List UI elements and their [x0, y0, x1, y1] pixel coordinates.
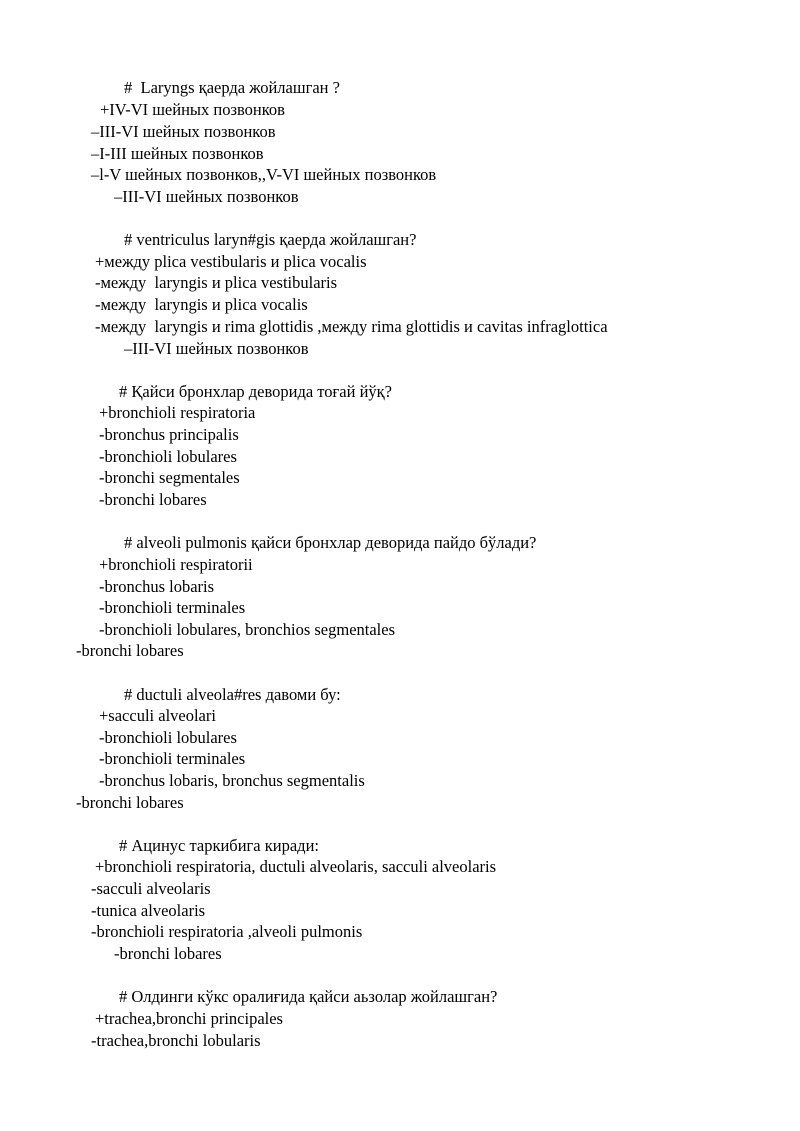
answer-option: –l-V шейных позвонков,,V-VI шейных позвонков — [91, 165, 437, 184]
question-text: # alveoli pulmonis қайси бронхлар деворида пайдо бўлади? — [124, 533, 537, 552]
answer-option: -bronchus lobaris — [99, 577, 215, 596]
answer-option: +sacculi alveolari — [99, 706, 216, 725]
answer-option: -bronchioli lobulares — [99, 447, 237, 466]
answer-option: +bronchioli respiratoria, ductuli alveolaris, sacculi alveolaris — [95, 857, 497, 876]
answer-option: -bronchi lobares — [76, 793, 184, 812]
answer-option: -bronchioli terminales — [99, 598, 246, 617]
answer-option: -bronchi lobares — [114, 944, 222, 963]
question-text: # ductuli alveola#res давоми бу: — [124, 685, 341, 704]
answer-option: +bronchioli respiratoria — [99, 403, 256, 422]
answer-option: -между laryngis и plica vocalis — [95, 295, 308, 314]
answer-option: -bronchioli respiratoria ,alveoli pulmonis — [91, 922, 363, 941]
answer-option: –III-VI шейных позвонков — [124, 339, 309, 358]
question-text: # Қайси бронхлар деворида тоғай йўқ? — [119, 382, 392, 401]
answer-option: –I-III шейных позвонков — [91, 144, 264, 163]
answer-option: +IV-VI шейных позвонков — [100, 100, 285, 119]
answer-option: -между laryngis и plica vestibularis — [95, 273, 338, 292]
answer-option: -tunica alveolaris — [91, 901, 206, 920]
answer-option: -trachea,bronchi lobularis — [91, 1031, 261, 1050]
answer-option: -bronchioli lobulares — [99, 728, 237, 747]
answer-option: +trachea,bronchi principales — [95, 1009, 283, 1028]
answer-option: -bronchi lobares — [76, 641, 184, 660]
answer-option: –III-VI шейных позвонков — [114, 187, 299, 206]
answer-option: -между laryngis и rima glottidis ,между rima glottidis и cavitas infraglottica — [95, 317, 608, 336]
answer-option: -bronchus lobaris, bronchus segmentalis — [99, 771, 365, 790]
answer-option: -bronchus principalis — [99, 425, 239, 444]
answer-option: -sacculi alveolaris — [91, 879, 211, 898]
question-text: # ventriculus laryn#gis қаерда жойлашган? — [124, 230, 417, 249]
answer-option: -bronchi segmentales — [99, 468, 240, 487]
question-text: # Laryngs қаерда жойлашган ? — [124, 78, 340, 97]
answer-option: +bronchioli respiratorii — [99, 555, 253, 574]
question-text: # Олдинги кўкс оралиғида қайси аьзолар жойлашган? — [119, 987, 498, 1006]
answer-option: –III-VI шейных позвонков — [91, 122, 276, 141]
answer-option: -bronchi lobares — [99, 490, 207, 509]
question-text: # Ацинус таркибига киради: — [119, 836, 319, 855]
answer-option: -bronchioli lobulares, bronchios segmentales — [99, 620, 396, 639]
answer-option: -bronchioli terminales — [99, 749, 246, 768]
answer-option: +между plica vestibularis и plica vocalis — [95, 252, 367, 271]
